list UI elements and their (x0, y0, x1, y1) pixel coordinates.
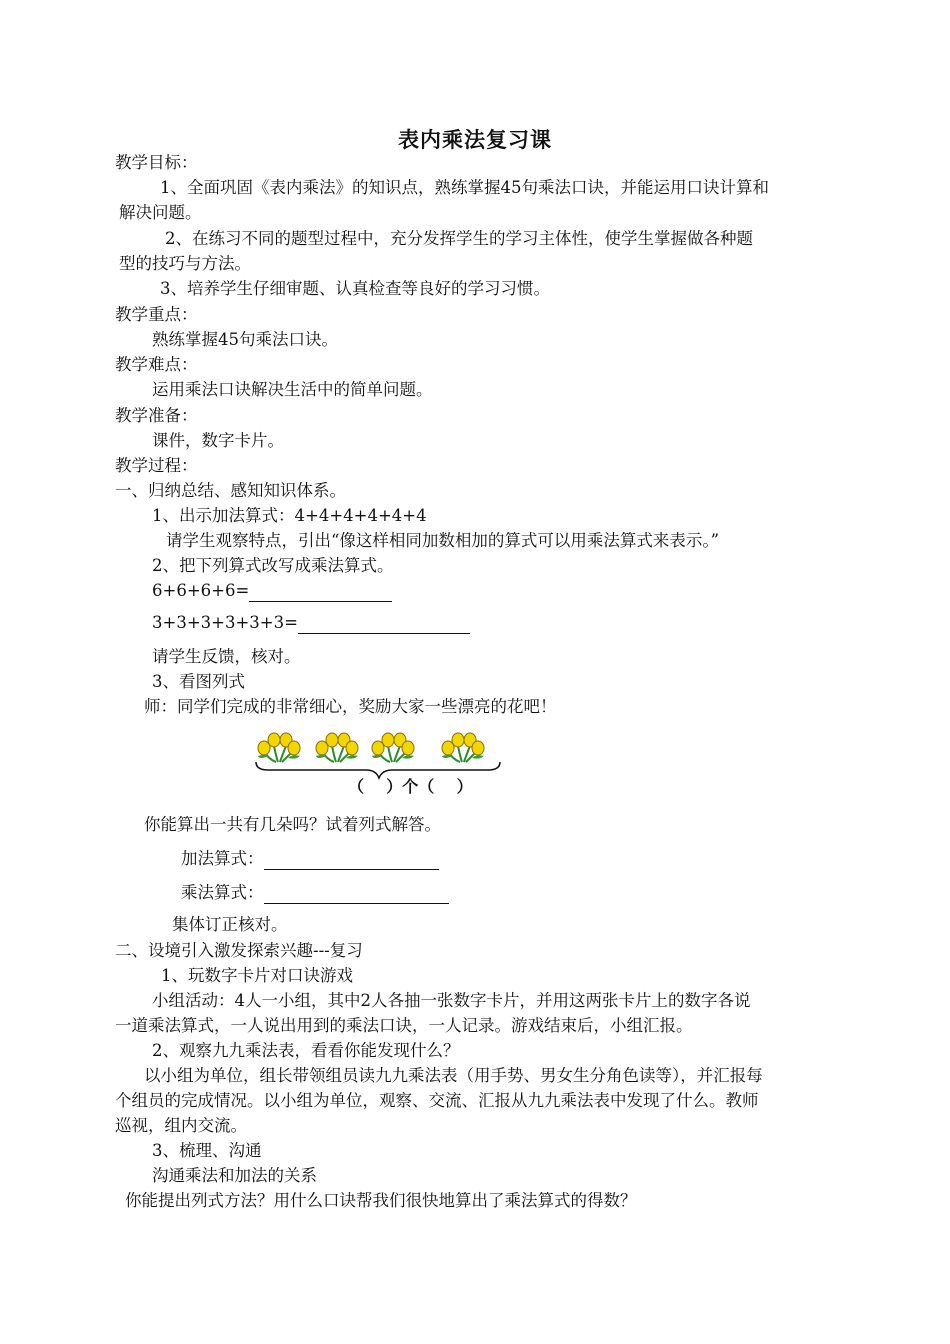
step-2-1-line-2: 一道乘法算式，一人说出用到的乘法口诀，一人记录。游戏结束后，小组汇报。 (115, 1016, 693, 1035)
question-text: 你能算出一共有几朵吗？试着列式解答。 (144, 815, 441, 834)
section-2-heading: 二、设境引入激发探索兴趣---复习 (115, 941, 363, 960)
step-1-1-note: 请学生观察特点，引出“像这样相同加数相加的算式可以用乘法算式来表示。” (166, 531, 720, 550)
step-2-1-line-1: 小组活动：4人一小组，其中2人各抽一张数字卡片，并用这两张卡片上的数字各说 (152, 991, 751, 1010)
answer-blank-1[interactable] (249, 585, 392, 602)
addition-label: 加法算式： (181, 849, 264, 868)
section-1-heading: 一、归纳总结、感知知识体系。 (115, 481, 346, 500)
step-2-2: 2、观察九九乘法表，看看你能发现什么？ (152, 1041, 460, 1060)
feedback-text: 请学生反馈，核对。 (152, 647, 301, 666)
process-heading: 教学过程： (115, 456, 198, 475)
addition-blank[interactable] (264, 853, 439, 870)
multiplication-row (181, 882, 449, 904)
step-1-1: 1、出示加法算式：4+4+4+4+4+4 (152, 506, 427, 525)
step-2-1: 1、玩数字卡片对口诀游戏 (161, 966, 353, 985)
goal-1-line-1: 1、全面巩固《表内乘法》的知识点，熟练掌握45句乘法口诀，并能运用口诀计算和 (160, 178, 769, 197)
prep-text: 课件，数字卡片。 (152, 431, 284, 450)
expression-1-text: 6+6+6+6= (152, 581, 250, 600)
goal-3: 3、培养学生仔细审题、认真检查等良好的学习习惯。 (160, 279, 550, 298)
addition-row (181, 848, 439, 870)
step-1-3: 3、看图列式 (152, 672, 245, 691)
expression-2 (152, 612, 470, 634)
expression-2-text: 3+3+3+3+3+3= (152, 613, 298, 632)
key-heading: 教学重点： (115, 305, 198, 324)
goals-heading: 教学目标： (115, 153, 198, 172)
key-text: 熟练掌握45句乘法口诀。 (152, 330, 338, 349)
step-2-2-line-1: 以小组为单位，组长带领组员读九九乘法表（用手势、男女生分角色读等），并汇报每 (144, 1066, 763, 1085)
goal-2-line-1: 2、在练习不同的题型过程中，充分发挥学生的学习主体性，使学生掌握做各种题 (165, 229, 753, 248)
goal-1-line-2: 解决问题。 (119, 203, 202, 222)
difficulty-heading: 教学难点： (115, 355, 198, 374)
answer-blank-2[interactable] (298, 617, 470, 634)
collective-check: 集体订正核对。 (172, 915, 288, 934)
difficulty-text: 运用乘法口诀解决生活中的简单问题。 (152, 380, 433, 399)
goal-2-line-2: 型的技巧与方法。 (119, 254, 251, 273)
flower-bunch-2-icon (316, 733, 358, 762)
expression-1 (152, 580, 392, 602)
document-title: 表内乘法复习课 (398, 127, 552, 152)
prep-heading: 教学准备： (115, 406, 198, 425)
multiplication-blank[interactable] (264, 887, 449, 904)
step-1-2: 2、把下列算式改写成乘法算式。 (152, 556, 394, 575)
step-2-3-line-1: 沟通乘法和加法的关系 (152, 1166, 317, 1185)
flower-bunch-1-icon (258, 733, 300, 762)
teacher-line: 师：同学们完成的非常细心，奖励大家一些漂亮的花吧！ (144, 697, 557, 716)
step-2-2-line-2: 个组员的完成情况。以小组为单位，观察、交流、汇报从九九乘法表中发现了什么。教师 (115, 1091, 759, 1110)
step-2-3: 3、梳理、沟通 (152, 1141, 262, 1160)
brace-caption: （ ）个（ ） (348, 777, 473, 796)
flower-bunch-4-icon (442, 733, 484, 762)
multiplication-label: 乘法算式： (181, 883, 264, 902)
flower-bunch-3-icon (372, 733, 414, 762)
step-2-2-line-3: 巡视，组内交流。 (115, 1116, 247, 1135)
step-2-3-line-2: 你能提出列式方法？用什么口诀帮我们很快地算出了乘法算式的得数？ (125, 1191, 637, 1210)
